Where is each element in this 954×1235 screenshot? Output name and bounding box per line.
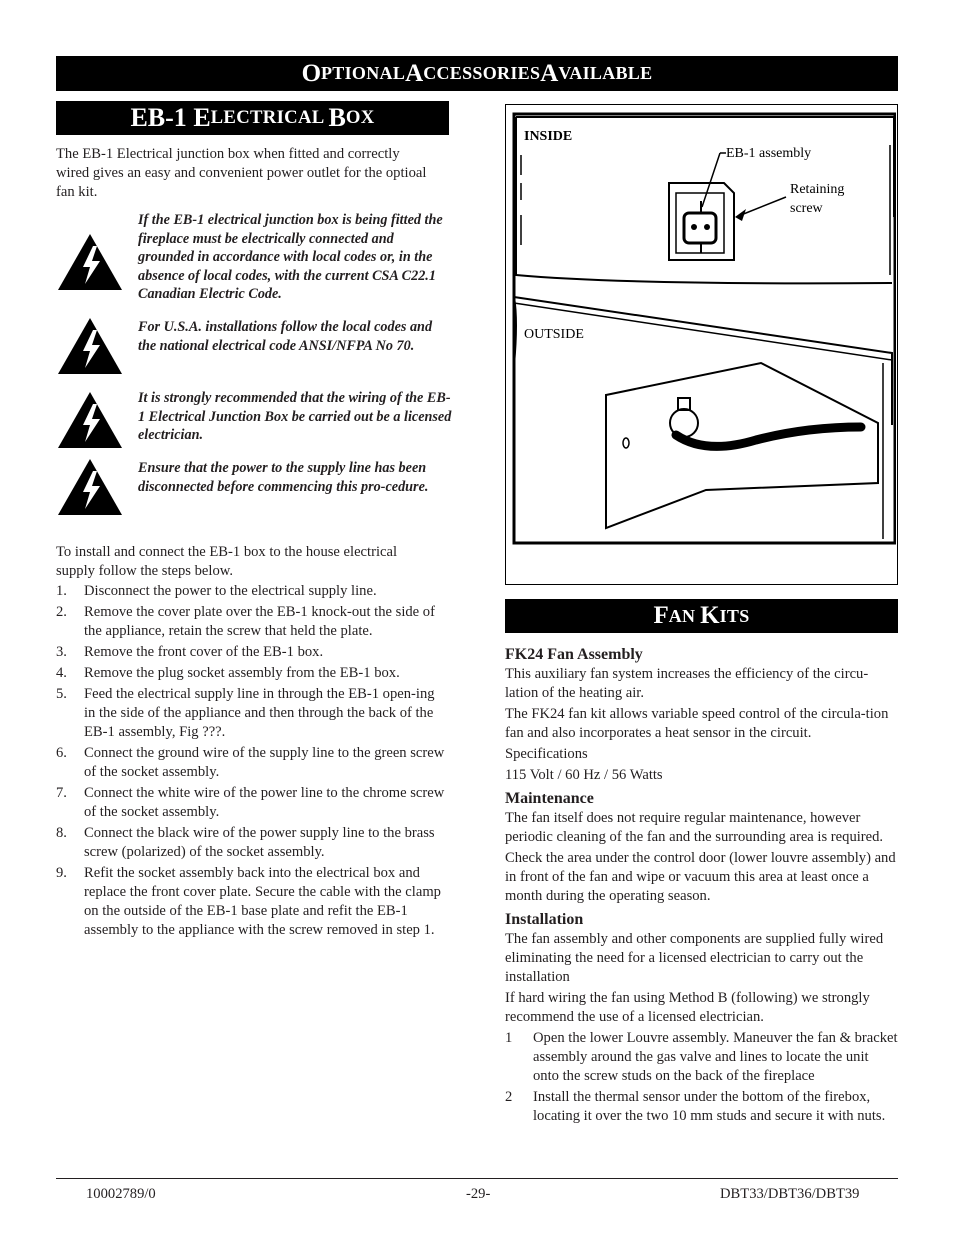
- list-item: 6. Connect the ground wire of the supply line to the green screw of the socket assembly.: [56, 745, 445, 780]
- eb1-install-steps: [56, 582, 448, 942]
- installation-paragraph: If hard wiring the fan using Method B (following) we strongly recommend the use of a licensed electrician.: [505, 990, 870, 1025]
- installation-heading: Installation: [505, 911, 584, 928]
- maintenance-paragraph: The fan itself does not require regular maintenance, however periodic cleaning of the fan and the surrounding area is required.: [505, 810, 884, 845]
- outside-label: OUTSIDE: [524, 327, 584, 342]
- list-item: 2 Install the thermal sensor under the bottom of the firebox, locating it over the two 10 mm studs and secure it with nuts.: [505, 1089, 886, 1124]
- fan-install-steps: [505, 1029, 898, 1126]
- electrical-hazard-icon: [56, 232, 124, 292]
- eb1-installation-figure: [505, 104, 898, 585]
- warning-text: Ensure that the power to the supply line has been disconnected before commencing this pro-cedure.: [138, 460, 429, 495]
- list-item: 3. Remove the front cover of the EB-1 box.: [56, 644, 324, 660]
- section-banner-fan-kits: F AN K ITS: [505, 599, 898, 633]
- section-banner-eb1-electrical-box: EB-1 E LECTRICAL B OX: [56, 101, 449, 135]
- electrical-hazard-icon: [56, 457, 124, 517]
- install-intro-paragraph: To install and connect the EB-1 box to the house electrical supply follow the steps below.: [56, 544, 398, 579]
- footer-page-number: -29-: [466, 1186, 491, 1202]
- list-item: 5. Feed the electrical supply line in through the EB-1 open-ing in the side of the appliance and then through the back of the EB-1 assembly, Fig ???.: [56, 686, 435, 740]
- eb1-diagram: [506, 105, 896, 583]
- spec-value: 115 Volt / 60 Hz / 56 Watts: [505, 767, 663, 783]
- fk24-paragraph: This auxiliary fan system increases the efficiency of the circu-lation of the heating air.: [505, 666, 869, 701]
- fk24-paragraph: The FK24 fan kit allows variable speed control of the circula-tion fan and also incorporates a heat sensor in the circuit.: [505, 706, 889, 741]
- electrical-hazard-icon: [56, 316, 124, 376]
- list-item: 1. Disconnect the power to the electrical supply line.: [56, 583, 377, 599]
- retaining-label: Retaining: [790, 182, 845, 197]
- warning-text: For U.S.A. installations follow the local codes and the national electrical code ANSI/NFPA No 70.: [138, 319, 433, 354]
- installation-paragraph: The fan assembly and other components are supplied fully wired eliminating the need for a licensed electrician to carry out the installation: [505, 931, 884, 985]
- fk24-heading: FK24 Fan Assembly: [505, 646, 643, 663]
- list-item: 1 Open the lower Louvre assembly. Maneuver the fan & bracket assembly around the gas valve and lines to locate the unit onto the screw studs on the back of the fireplace: [505, 1030, 898, 1084]
- fan-kits-content: [505, 645, 898, 1128]
- eb1-intro-paragraph: The EB-1 Electrical junction box when fitted and correctly wired gives an easy and convenient power outlet for the optioal fan kit.: [56, 146, 427, 200]
- list-item: 4. Remove the plug socket assembly from the EB-1 box.: [56, 665, 400, 681]
- inside-label: INSIDE: [524, 129, 573, 144]
- maintenance-paragraph: Check the area under the control door (lower louvre assembly) and in front of the fan and wipe or vacuum this area at least once a month during the operating season.: [505, 850, 896, 904]
- warning-text: It is strongly recommended that the wiring of the EB-1 Electrical Junction Box be carried out be a licensed electrician.: [138, 390, 452, 443]
- inside-panel: [516, 117, 894, 283]
- list-item: 8. Connect the black wire of the power supply line to the brass screw (polarized) of the socket assembly.: [56, 825, 435, 860]
- list-item: 2. Remove the cover plate over the EB-1 knock-out the side of the appliance, retain the screw that held the plate.: [56, 604, 435, 639]
- footer-doc-number: 10002789/0: [86, 1186, 156, 1202]
- outside-panel: [514, 297, 892, 539]
- list-item: 9. Refit the socket assembly back into the electrical box and replace the front cover plate. Secure the cable with the clamp on the outside of the EB-1 base plate and refit the EB-1 assembly to the appliance with the screw removed in step 1.: [56, 865, 441, 938]
- footer-rule: [56, 1178, 898, 1179]
- assembly-label: EB-1 assembly: [726, 146, 812, 161]
- screw-label: screw: [790, 201, 823, 216]
- footer-model-numbers: DBT33/DBT36/DBT39: [720, 1186, 860, 1202]
- spec-label: Specifications: [505, 746, 588, 762]
- maintenance-heading: Maintenance: [505, 790, 594, 807]
- warning-text: If the EB-1 electrical junction box is being fitted the fireplace must be electrically connected and grounded in accordance with local codes or, in the absence of local codes, with the current CSA C22.1 Canadian Electric Code.: [138, 212, 443, 302]
- electrical-hazard-icon: [56, 390, 124, 450]
- list-item: 7. Connect the white wire of the power line to the chrome screw of the socket assembly.: [56, 785, 445, 820]
- section-banner-optional-accessories: O PTIONAL A CCESSORIES A VAILABLE: [56, 56, 898, 91]
